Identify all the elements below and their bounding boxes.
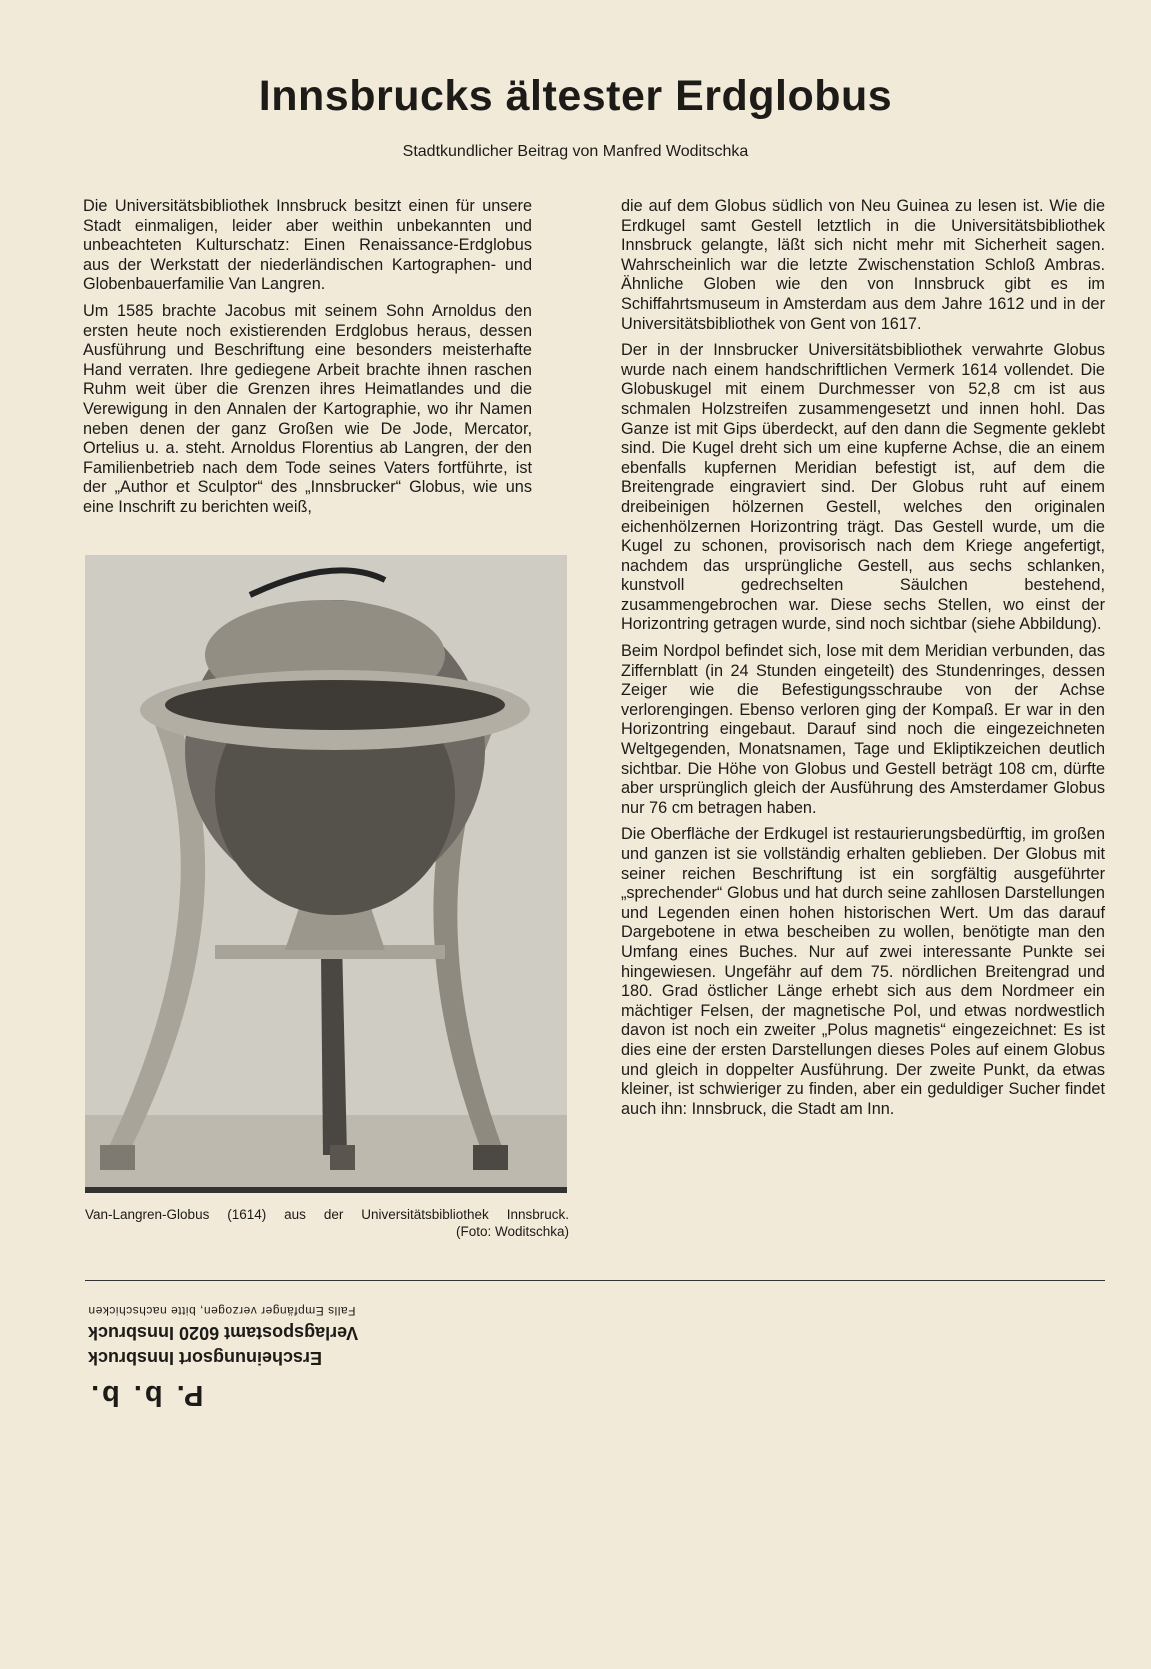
paragraph: Um 1585 brachte Jacobus mit seinem Sohn Arnoldus den ersten heute noch existierenden Erdglobus heraus, dessen Ausführung und Beschriftung eine besonders meisterhafte Hand verraten. Ihre gediegene Arbeit brachte ihnen raschen Ruhm weit über die Grenzen ihres Heimatlandes und die Verewigung in den Annalen der Kartographie, wo ihr Namen neben denen der ganz Großen wie De Jode, Mercator, Ortelius u. a. steht. Arnoldus Florentius ab Langren, der den Familienbetrieb nach dem Tode seines Vaters fortführte, ist der „Author et Sculptor“ des „Innsbrucker“ Globus, wie uns eine Inschrift zu berichten weiß, [83, 301, 532, 516]
paragraph: Die Universitätsbibliothek Innsbruck besitzt einen für unsere Stadt einmaligen, leider aber weithin unbekannten und unbeachteten Kulturschatz: Einen Renaissance-Erdglobus aus der Werkstatt der niederländischen Kartographen- und Globenbauerfamilie Van Langren. [83, 197, 532, 294]
paragraph: Die Oberfläche der Erdkugel ist restaurierungsbedürftig, im großen und ganzen ist sie vollständig erhalten geblieben. Der Globus mit seiner reichen Beschriftung ist ein sorgfältig ausgeführter „sprechender“ Globus und hat durch seine zahllosen Darstellungen und Legenden einen hohen historischen Wert. Um das darauf Dargebotene in etwa bescheiben zu wollen, benötigte man den Umfang eines Buches. Nur auf zwei interessante Punkte sei hingewiesen. Ungefähr auf dem 75. nördlichen Breitengrad und 180. Grad östlicher Länge erhebt sich aus dem Nordmeer ein mächtiger Felsen, der magnetische Pol, und etwas nordwestlich davon ist noch ein zweiter „Polus magnetis“ eingezeichnet: Es ist dies eine der ersten Darstellungen dieses Poles auf einem Globus und gleich in doppelter Ausführung. Der zweite Punkt, da etwas kleiner, ist schwieriger zu finden, aber ein geduldiger Sucher findet auch ihn: Innsbruck, die Stadt am Inn. [621, 825, 1105, 1118]
erscheinungsort: Erscheinungsort Innsbruck [88, 1348, 323, 1368]
left-column [83, 197, 532, 525]
verlagspostamt: Verlagspostamt 6020 Innsbruck [88, 1323, 359, 1343]
forwarding-note: Falls Empfänger verzogen, bitte nachschicken [88, 1304, 356, 1318]
article-byline: Stadtkundlicher Beitrag von Manfred Woditschka [402, 143, 749, 160]
photo-credit: (Foto: Woditschka) [455, 1224, 569, 1239]
paragraph: Der in der Innsbrucker Universitätsbibliothek verwahrte Globus wurde nach einem handschriftlichen Vermerk 1614 vollendet. Die Globuskugel mit einem Durchmesser von 52,8 cm ist aus schmalen Holzstreifen zusammengesetzt und innen hohl. Das Ganze ist mit Gips überdeckt, auf den dann die Segmente geklebt sind. Die Kugel dreht sich um eine kupferne Achse, die an einem ebenfalls kupfernen Meridian befestigt ist, auf dem die Breitengrade eingraviert sind. Der Globus ruht auf einem dreibeinigen hölzernen Gestell, welches den originalen eichenhölzernen Horizontring trägt. Das Gestell wurde, um die Kugel zu schonen, provisorisch nach dem Kriege angefertigt, nachdem das ursprüngliche Gestell, aus sechs schlanken, kunstvoll gedrechselten Säulchen bestehend, zusammengebrochen war. Diese sechs Stellen, wo einst der Horizontring getragen wurde, sind noch sichtbar (siehe Abbildung). [621, 341, 1105, 634]
paragraph: die auf dem Globus südlich von Neu Guinea zu lesen ist. Wie die Erdkugel samt Gestell letztlich in die Universitätsbibliothek Innsbruck gelangte, läßt sich nicht mehr mit Sicherheit sagen. Wahrscheinlich war die letzte Zwischenstation Schloß Ambras. Ähnliche Globen wie den von Innsbruck gibt es im Schiffahrtsmuseum in Amsterdam aus dem Jahre 1612 und in der Universitätsbibliothek von Gent von 1617. [621, 197, 1105, 333]
photo-caption: Van-Langren-Globus (1614) aus der Universitätsbibliothek Innsbruck. [85, 1207, 569, 1222]
globe-photo [85, 555, 567, 1193]
paragraph: Beim Nordpol befindet sich, lose mit dem Meridian verbunden, das Ziffernblatt (in 24 Stunden eingeteilt) des Stundenringes, dessen Zeiger wie die Befestigungsschraube von der Achse verlorengingen. Ebenso verloren ging der Kompaß. Er war in den Horizontring eingebaut. Darauf sind noch die eingezeichneten Weltgegenden, Monatsnamen, Tage und Ekliptikzeichen deutlich sichtbar. Die Höhe von Globus und Gestell beträgt 108 cm, dürfte aber ursprünglich gleich der Ausführung des Amsterdamer Globus nur 76 cm betragen haben. [621, 642, 1105, 817]
globe-illustration [85, 555, 567, 1193]
right-column [621, 197, 1105, 1126]
pbb-mark: P. b. b. [88, 1379, 204, 1411]
article-title: Innsbrucks ältester Erdglobus [258, 72, 893, 120]
mailing-label-upside-down [88, 1302, 418, 1412]
divider [85, 1280, 1105, 1281]
